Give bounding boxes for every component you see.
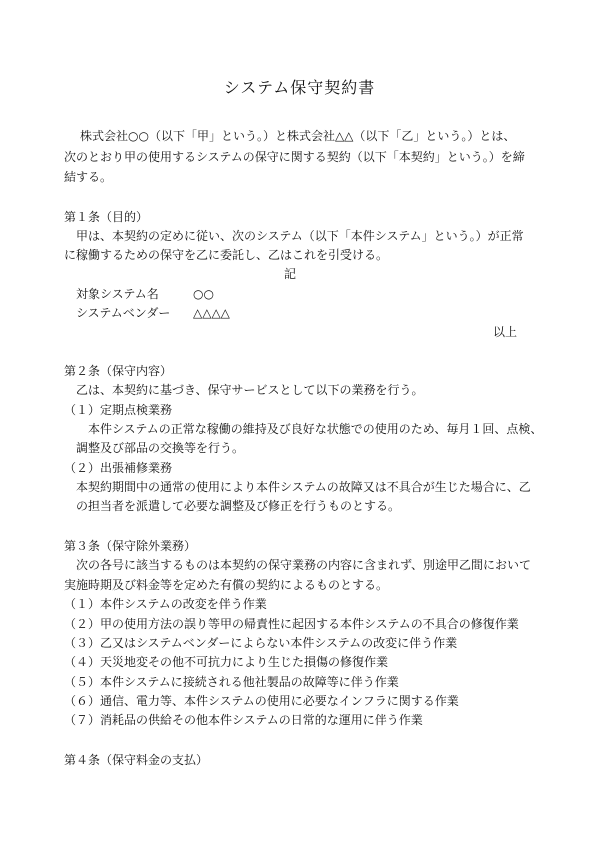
article-3-body-line-1: 次の各号に該当するものは本契約の保守業務の内容に含まれず、別途甲乙間において [76,558,532,572]
article-4-heading: 第４条（保守料金の支払） [64,753,209,767]
article-3-item-4: （４）天災地変その他不可抗力により生じた損傷の修復作業 [64,655,389,669]
article-2-sub-1-body-line-2: 調整及び部品の交換等を行う。 [76,441,245,455]
article-3-body-line-2: 実施時期及び料金等を定めた有償の契約によるものとする。 [64,578,389,592]
article-2-sub-1-title: （１）定期点検業務 [64,403,173,417]
article-1-ijou: 以上 [492,325,517,339]
article-2-sub-2-body-line-2: の担当者を派遣して必要な調整及び修正を行うものとする。 [76,499,401,513]
system-vendor-value: △△△△ [193,306,230,320]
article-2-heading: 第２条（保守内容） [64,364,173,378]
preamble-line-3: 結する。 [64,170,113,184]
article-3-item-7: （７）消耗品の供給その他本件システムの日常的な運用に伴う作業 [64,713,423,727]
article-2-sub-1-body-line-1: 本件システムの正常な稼働の維持及び良好な状態での使用のため、毎月１回、点検、 [88,422,543,436]
article-2-sub-2-body-line-1: 本契約期間中の通常の使用により本件システムの故障又は不具合が生じた場合に、乙 [76,480,531,494]
document-title: システム保守契約書 [223,78,376,97]
article-2-intro: 乙は、本契約に基づき、保守サービスとして以下の業務を行う。 [76,383,424,397]
preamble-line-2: 次のとおり甲の使用するシステムの保守に関する契約（以下「本契約」という。）を締 [64,150,525,164]
article-3-item-1: （１）本件システムの改変を伴う作業 [64,597,267,611]
article-3-item-5: （５）本件システムに接続される他社製品の故障等に伴う作業 [64,675,399,689]
target-system-label: 対象システム名 [76,287,159,301]
preamble-line-1: 株式会社○○（以下「甲」という。）と株式会社△△（以下「乙」という。）とは、 [80,129,516,143]
article-3-item-3: （３）乙又はシステムベンダーによらない本件システムの改変に伴う作業 [64,636,458,650]
article-3-heading: 第３条（保守除外業務） [64,539,197,553]
article-1-heading: 第１条（目的） [64,210,149,224]
article-1-body-line-1: 甲は、本契約の定めに従い、次のシステム（以下「本件システム」という。）が正常 [76,229,524,243]
article-2-sub-2-title: （２）出張補修業務 [64,461,173,475]
article-3-item-2: （２）甲の使用方法の誤り等甲の帰責性に起因する本件システムの不具合の修復作業 [64,617,519,631]
target-system-value: ○○ [193,287,214,301]
article-1-ki: 記 [284,267,297,281]
article-1-body-line-2: に稼働するための保守を乙に委託し、乙はこれを引受ける。 [64,248,389,262]
system-vendor-label: システムベンダー [76,306,171,320]
article-3-item-6: （６）通信、電力等、本件システムの使用に必要なインフラに関する作業 [64,694,459,708]
